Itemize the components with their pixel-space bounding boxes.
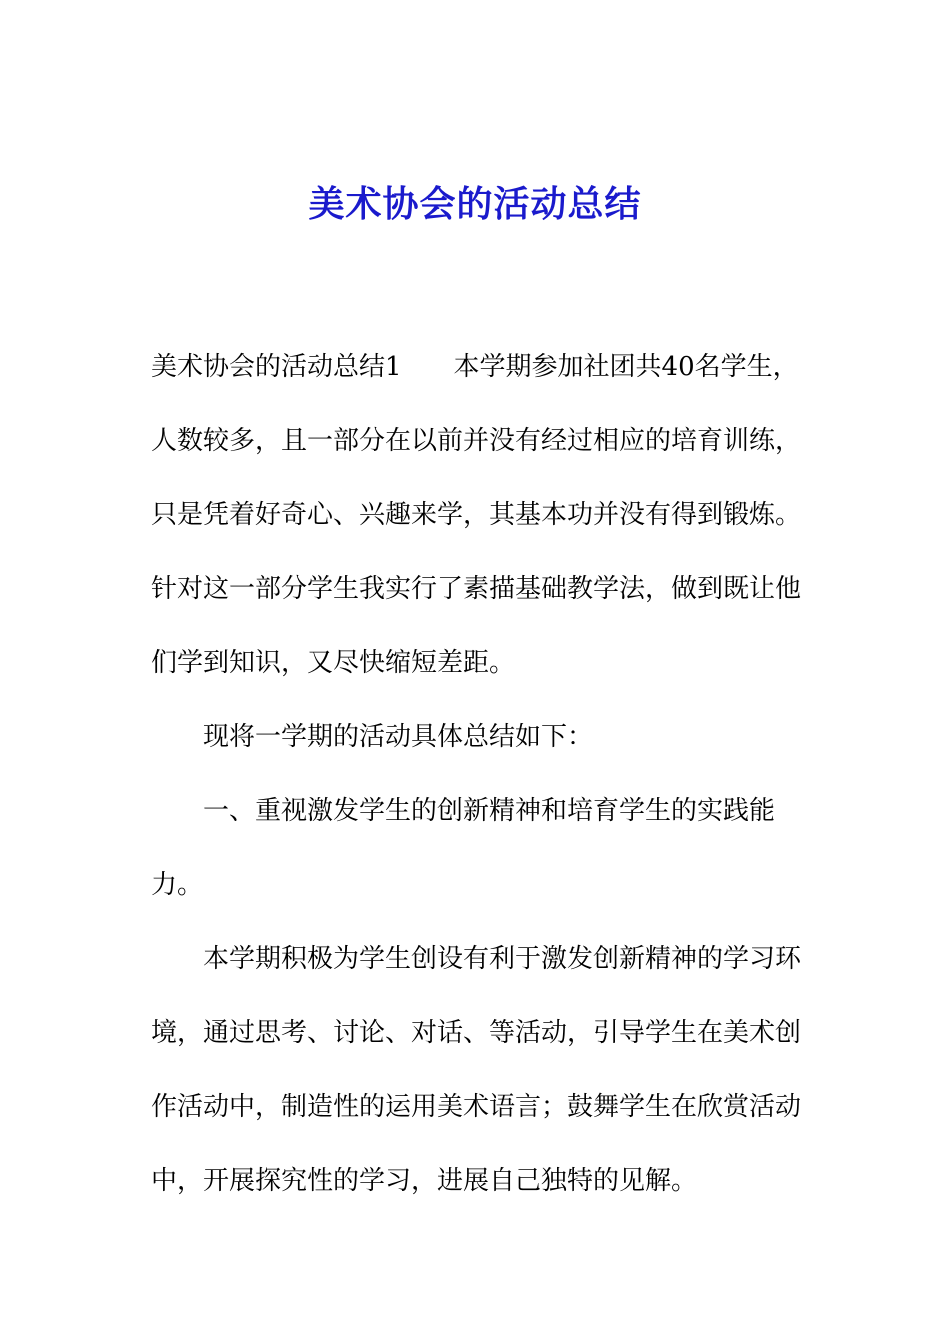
paragraph-1-line-3: 只是凭着好奇心、兴趣来学，其基本功并没有得到锻炼。 xyxy=(151,500,802,530)
document-title: 美术协会的活动总结 xyxy=(308,183,642,225)
paragraph-4-line-1: 本学期积极为学生创设有利于激发创新精神的学习环 xyxy=(203,944,802,974)
paragraph-1-line-2: 人数较多，且一部分在以前并没有经过相应的培育训练， xyxy=(151,426,802,456)
paragraph-2: 现将一学期的活动具体总结如下： xyxy=(203,722,594,752)
paragraph-3-line-1: 一、重视激发学生的创新精神和培育学生的实践能 xyxy=(203,796,776,826)
section-heading: 美术协会的活动总结1 xyxy=(151,352,402,382)
paragraph-4-line-3: 作活动中，制造性的运用美术语言；鼓舞学生在欣赏活动 xyxy=(151,1092,802,1122)
paragraph-1-line-5: 们学到知识，又尽快缩短差距。 xyxy=(151,648,516,678)
paragraph-3-line-2: 力。 xyxy=(151,870,204,900)
paragraph-4-line-2: 境，通过思考、讨论、对话、等活动，引导学生在美术创 xyxy=(151,1018,802,1048)
paragraph-1-line-1 xyxy=(151,330,799,404)
paragraph-1-text: 本学期参加社团共40名学生， xyxy=(453,352,799,382)
paragraph-1-line-4: 针对这一部分学生我实行了素描基础教学法，做到既让他 xyxy=(151,574,802,604)
document-body xyxy=(151,330,802,1218)
paragraph-4-line-4: 中，开展探究性的学习，进展自己独特的见解。 xyxy=(151,1166,698,1196)
